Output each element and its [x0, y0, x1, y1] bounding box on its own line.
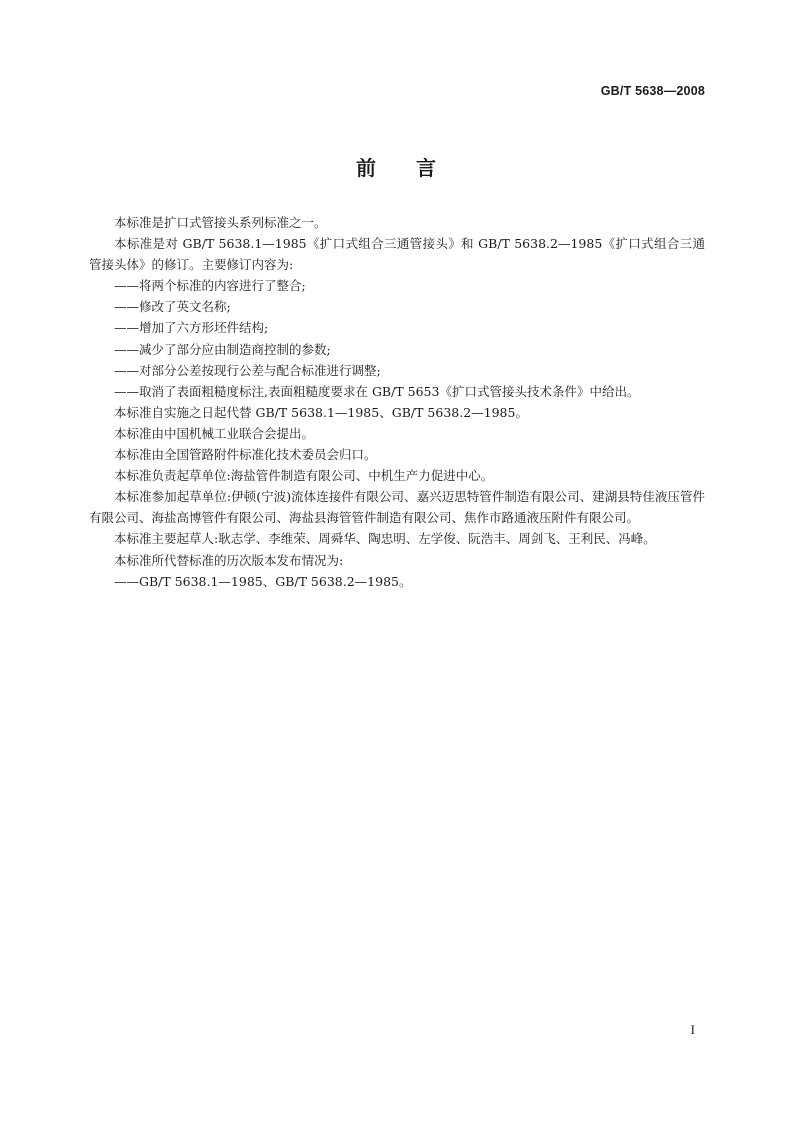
- paragraph: 本标准由全国管路附件标准化技术委员会归口。: [114, 447, 377, 463]
- list-item: ——将两个标准的内容进行了整合;: [114, 278, 306, 294]
- list-item: ——GB/T 5638.1—1985、GB/T 5638.2—1985。: [114, 573, 412, 589]
- paragraph: 本标准是对 GB/T 5638.1—1985《扩口式组合三通管接头》和 GB/T 5638.2—1985《扩口式组合三通管接头体》的修订。主要修订内容为:: [89, 236, 705, 273]
- paragraph: 本标准参加起草单位:伊顿(宁波)流体连接件有限公司、嘉兴迈思特管件制造有限公司、建湖县特佳液压管件有限公司、海盐高博管件有限公司、海盐县海管管件制造有限公司、焦作市路通液压附件有限公司。: [89, 489, 705, 526]
- list-item: ——取消了表面粗糙度标注,表面粗糙度要求在 GB/T 5653《扩口式管接头技术条件》中给出。: [114, 383, 640, 399]
- list-item: ——增加了六方形坯件结构;: [114, 320, 269, 336]
- page-title-part2: 言: [416, 156, 438, 180]
- paragraph: 本标准负责起草单位:海盐管件制造有限公司、中机生产力促进中心。: [114, 468, 494, 484]
- page-title: [0, 152, 794, 181]
- list-item: ——修改了英文名称;: [114, 299, 231, 315]
- paragraph: 本标准由中国机械工业联合会提出。: [114, 425, 315, 441]
- paragraph: 本标准是扩口式管接头系列标准之一。: [114, 215, 327, 230]
- list-item: ——减少了部分应由制造商控制的参数;: [114, 341, 331, 357]
- paragraph: 本标准自实施之日起代替 GB/T 5638.1—1985、GB/T 5638.2—1985。: [114, 404, 528, 420]
- page-number: I: [690, 1022, 695, 1037]
- list-item: ——对部分公差按现行公差与配合标准进行调整;: [114, 362, 381, 378]
- standard-code: GB/T 5638—2008: [600, 84, 705, 98]
- paragraph: 本标准主要起草人:耿志学、李维荣、周舜华、陶忠明、左学俊、阮浩丰、周剑飞、王利民、冯峰。: [114, 531, 656, 547]
- paragraph: 本标准所代替标准的历次版本发布情况为:: [114, 552, 344, 568]
- preface-body: [89, 212, 705, 592]
- page-title-part1: 前: [356, 156, 378, 180]
